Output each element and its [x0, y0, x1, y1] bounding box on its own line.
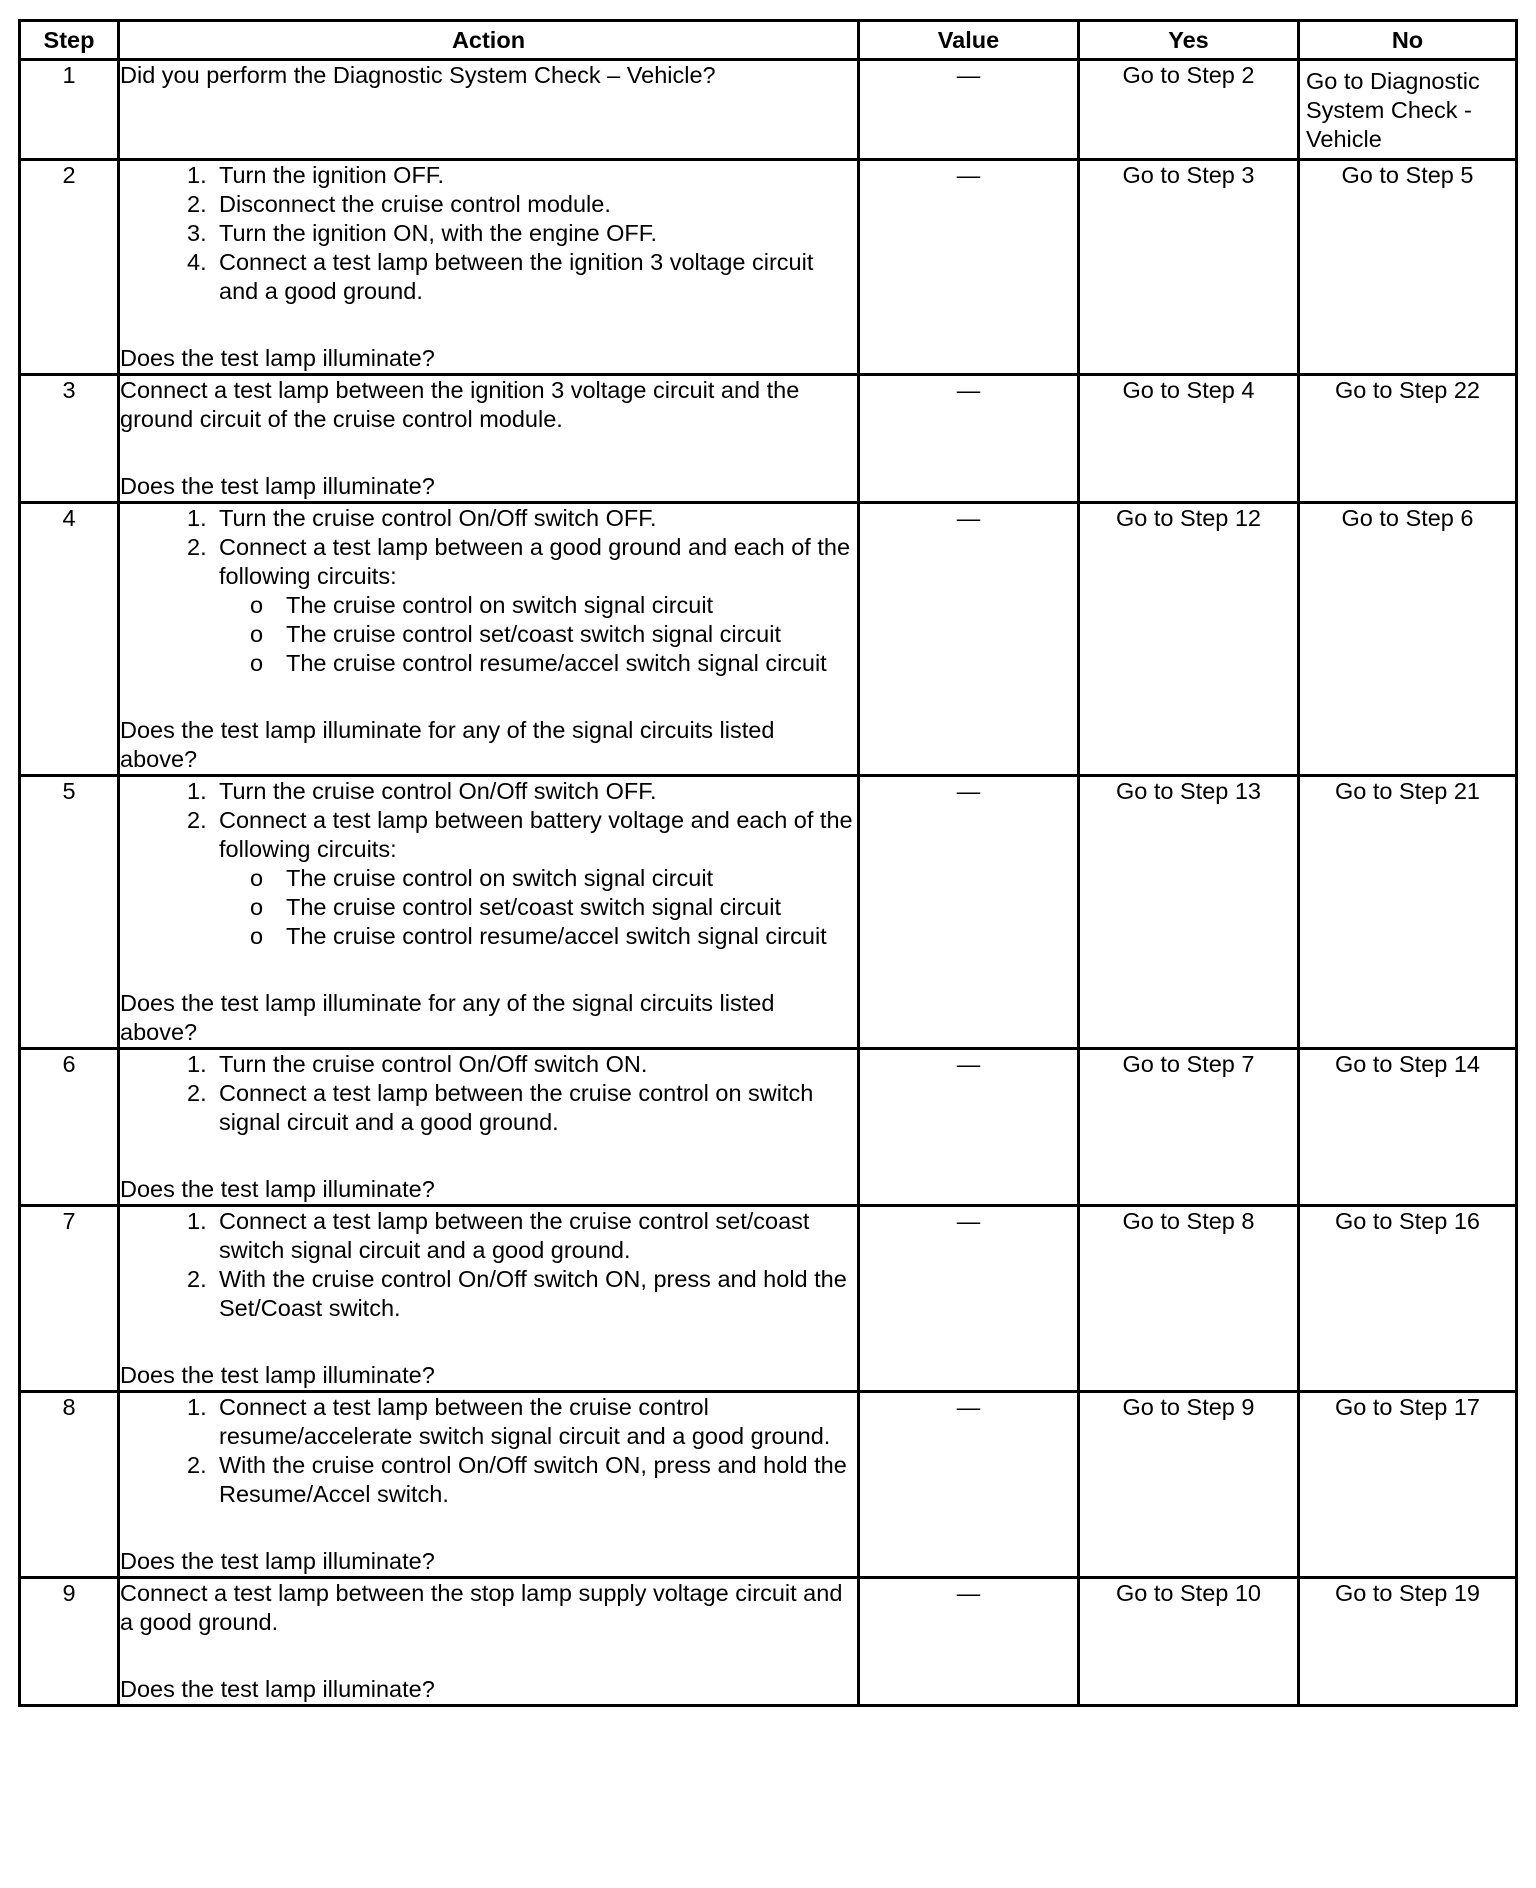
- circuit-text: The cruise control set/coast switch signal circuit: [286, 621, 781, 647]
- bullet-icon: o: [250, 923, 264, 949]
- step-index: 2.: [187, 1080, 207, 1106]
- yes-cell: Go to Step 7: [1079, 1049, 1299, 1206]
- circuit-text: The cruise control resume/accel switch signal circuit: [286, 650, 827, 676]
- no-cell: Go to Step 19: [1299, 1578, 1517, 1706]
- no-cell: Go to Step 17: [1299, 1392, 1517, 1578]
- action-cell: [119, 1392, 859, 1578]
- header-value: Value: [859, 21, 1079, 60]
- circuit-item: [120, 922, 857, 951]
- step-text: Connect a test lamp between the ignition 3 voltage circuit and a good ground.: [219, 249, 814, 304]
- step-index: 2.: [187, 1266, 207, 1292]
- bullet-icon: o: [250, 894, 264, 920]
- table-row: [20, 1392, 1517, 1578]
- step-text: Turn the cruise control On/Off switch OFF.: [219, 778, 657, 804]
- action-question: Does the test lamp illuminate for any of the signal circuits listed above?: [120, 990, 775, 1045]
- action-step: [120, 248, 857, 306]
- action-intro: Connect a test lamp between the ignition 3 voltage circuit and the ground circuit of the cruise control module.: [120, 377, 800, 432]
- action-step: [120, 161, 857, 190]
- yes-cell: Go to Step 3: [1079, 160, 1299, 375]
- step-text: With the cruise control On/Off switch ON, press and hold the Set/Coast switch.: [219, 1266, 847, 1321]
- no-cell: Go to Step 5: [1299, 160, 1517, 375]
- action-cell: [119, 1578, 859, 1706]
- step-index: 3.: [187, 220, 207, 246]
- table-row: [20, 160, 1517, 375]
- header-step: Step: [20, 21, 119, 60]
- value-cell: —: [859, 503, 1079, 776]
- header-no: No: [1299, 21, 1517, 60]
- action-question: Does the test lamp illuminate?: [120, 1176, 435, 1202]
- action-cell: [119, 375, 859, 503]
- table-row: [20, 1206, 1517, 1392]
- step-number: 3: [20, 375, 119, 503]
- yes-cell: Go to Step 9: [1079, 1392, 1299, 1578]
- table-row: [20, 1578, 1517, 1706]
- step-index: 1.: [187, 505, 207, 531]
- yes-cell: Go to Step 12: [1079, 503, 1299, 776]
- action-step: [120, 219, 857, 248]
- table-body: [20, 60, 1517, 1706]
- action-cell: [119, 776, 859, 1049]
- step-index: 1.: [187, 162, 207, 188]
- value-cell: —: [859, 1206, 1079, 1392]
- action-step: [120, 190, 857, 219]
- action-steps: [120, 161, 857, 306]
- yes-cell: Go to Step 8: [1079, 1206, 1299, 1392]
- yes-cell: Go to Step 2: [1079, 60, 1299, 160]
- no-cell: Go to Step 21: [1299, 776, 1517, 1049]
- action-intro: Connect a test lamp between the stop lamp supply voltage circuit and a good ground.: [120, 1580, 843, 1635]
- action-steps: [120, 504, 857, 678]
- action-question: Does the test lamp illuminate for any of the signal circuits listed above?: [120, 717, 775, 772]
- action-steps: [120, 777, 857, 951]
- header-action: Action: [119, 21, 859, 60]
- bullet-icon: o: [250, 621, 264, 647]
- step-index: 1.: [187, 778, 207, 804]
- value-cell: —: [859, 776, 1079, 1049]
- step-text: Connect a test lamp between the cruise control resume/accelerate switch signal circuit and a good ground.: [219, 1394, 831, 1449]
- action-step: [120, 806, 857, 864]
- bullet-icon: o: [250, 865, 264, 891]
- action-question: Does the test lamp illuminate?: [120, 473, 435, 499]
- step-number: 4: [20, 503, 119, 776]
- step-text: Turn the ignition OFF.: [219, 162, 445, 188]
- action-steps: [120, 1393, 857, 1509]
- step-index: 2.: [187, 1452, 207, 1478]
- action-step: [120, 1393, 857, 1451]
- step-number: 6: [20, 1049, 119, 1206]
- step-text: Connect a test lamp between the cruise control on switch signal circuit and a good ground.: [219, 1080, 814, 1135]
- circuit-text: The cruise control set/coast switch signal circuit: [286, 894, 781, 920]
- step-index: 1.: [187, 1394, 207, 1420]
- action-steps: [120, 1050, 857, 1137]
- value-cell: —: [859, 160, 1079, 375]
- action-steps: [120, 1207, 857, 1323]
- circuit-item: [120, 893, 857, 922]
- step-index: 2.: [187, 807, 207, 833]
- no-cell: Go to Step 14: [1299, 1049, 1517, 1206]
- step-text: Turn the ignition ON, with the engine OFF.: [219, 220, 658, 246]
- circuit-list: [120, 591, 857, 678]
- no-cell: Go to Step 6: [1299, 503, 1517, 776]
- table-row: [20, 503, 1517, 776]
- bullet-icon: o: [250, 592, 264, 618]
- action-question: Does the test lamp illuminate?: [120, 1548, 435, 1574]
- action-step: [120, 1207, 857, 1265]
- action-step: [120, 1451, 857, 1509]
- action-cell: [119, 1206, 859, 1392]
- action-question: Does the test lamp illuminate?: [120, 1676, 435, 1702]
- action-intro: Did you perform the Diagnostic System Check – Vehicle?: [120, 62, 716, 88]
- diagnostic-table: [18, 19, 1518, 1707]
- action-question: Does the test lamp illuminate?: [120, 1362, 435, 1388]
- action-step: [120, 1079, 857, 1137]
- step-number: 8: [20, 1392, 119, 1578]
- table-row: [20, 60, 1517, 160]
- action-step: [120, 533, 857, 591]
- no-cell: Go to Diagnostic System Check - Vehicle: [1299, 60, 1517, 160]
- yes-cell: Go to Step 4: [1079, 375, 1299, 503]
- action-step: [120, 1050, 857, 1079]
- action-step: [120, 504, 857, 533]
- circuit-text: The cruise control resume/accel switch signal circuit: [286, 923, 827, 949]
- action-cell: [119, 160, 859, 375]
- step-number: 9: [20, 1578, 119, 1706]
- action-cell: [119, 60, 859, 160]
- step-text: With the cruise control On/Off switch ON, press and hold the Resume/Accel switch.: [219, 1452, 847, 1507]
- step-index: 1.: [187, 1051, 207, 1077]
- header-row: [20, 21, 1517, 60]
- no-cell: Go to Step 16: [1299, 1206, 1517, 1392]
- yes-cell: Go to Step 13: [1079, 776, 1299, 1049]
- circuit-text: The cruise control on switch signal circuit: [286, 865, 714, 891]
- value-cell: —: [859, 1578, 1079, 1706]
- step-text: Connect a test lamp between battery voltage and each of the following circuits:: [219, 807, 853, 862]
- action-question: Does the test lamp illuminate?: [120, 345, 435, 371]
- circuit-item: [120, 620, 857, 649]
- circuit-item: [120, 591, 857, 620]
- action-step: [120, 777, 857, 806]
- circuit-item: [120, 864, 857, 893]
- bullet-icon: o: [250, 650, 264, 676]
- step-text: Connect a test lamp between the cruise control set/coast switch signal circuit and a good ground.: [219, 1208, 810, 1263]
- action-cell: [119, 503, 859, 776]
- no-cell: Go to Step 22: [1299, 375, 1517, 503]
- step-number: 1: [20, 60, 119, 160]
- value-cell: —: [859, 1392, 1079, 1578]
- value-cell: —: [859, 60, 1079, 160]
- step-index: 1.: [187, 1208, 207, 1234]
- value-cell: —: [859, 375, 1079, 503]
- step-number: 7: [20, 1206, 119, 1392]
- step-index: 4.: [187, 249, 207, 275]
- step-text: Disconnect the cruise control module.: [219, 191, 611, 217]
- circuit-text: The cruise control on switch signal circuit: [286, 592, 714, 618]
- table-row: [20, 375, 1517, 503]
- step-text: Turn the cruise control On/Off switch ON.: [219, 1051, 648, 1077]
- step-index: 2.: [187, 534, 207, 560]
- yes-cell: Go to Step 10: [1079, 1578, 1299, 1706]
- action-cell: [119, 1049, 859, 1206]
- circuit-item: [120, 649, 857, 678]
- table-row: [20, 1049, 1517, 1206]
- step-index: 2.: [187, 191, 207, 217]
- step-text: Turn the cruise control On/Off switch OFF.: [219, 505, 657, 531]
- header-yes: Yes: [1079, 21, 1299, 60]
- step-number: 5: [20, 776, 119, 1049]
- circuit-list: [120, 864, 857, 951]
- step-text: Connect a test lamp between a good ground and each of the following circuits:: [219, 534, 851, 589]
- value-cell: —: [859, 1049, 1079, 1206]
- table-row: [20, 776, 1517, 1049]
- action-step: [120, 1265, 857, 1323]
- step-number: 2: [20, 160, 119, 375]
